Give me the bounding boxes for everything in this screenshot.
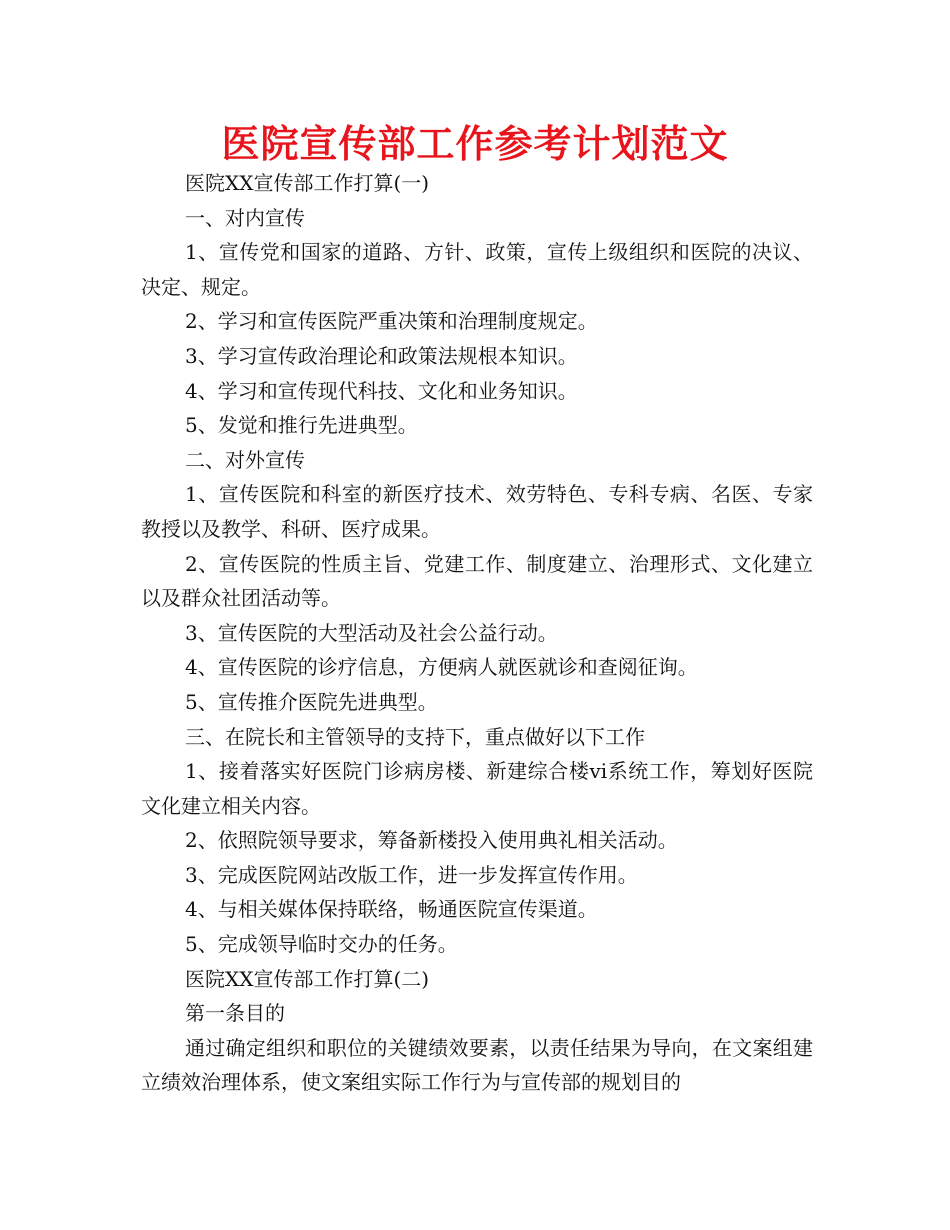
list-item: 5、发觉和推行先进典型。 — [185, 413, 418, 438]
list-item: 3、宣传医院的大型活动及社会公益行动。 — [185, 620, 558, 645]
list-item: 4、宣传医院的诊疗信息，方便病人就医就诊和查阅征询。 — [185, 655, 698, 680]
section-heading-internal: 一、对内宣传 — [185, 205, 305, 230]
list-item: 2、学习和宣传医院严重决策和治理制度规定。 — [185, 309, 598, 334]
list-item: 2、宣传医院的性质主旨、党建工作、制度建立、治理形式、文化建立以及群众社团活动等。 — [141, 551, 813, 611]
list-item: 1、接着落实好医院门诊病房楼、新建综合楼vi系统工作，筹划好医院文化建立相关内容。 — [141, 759, 813, 818]
heading-plan-two: 医院XX宣传部工作打算(二) — [185, 966, 430, 991]
document-body — [141, 166, 813, 1100]
section-heading-key-work: 三、在院长和主管领导的支持下，重点做好以下工作 — [185, 724, 645, 749]
section-heading-external: 二、对外宣传 — [185, 447, 305, 472]
list-item: 1、宣传党和国家的道路、方针、政策，宣传上级组织和医院的决议、决定、规定。 — [141, 240, 813, 299]
list-item: 3、完成医院网站改版工作，进一步发挥宣传作用。 — [185, 862, 638, 887]
list-item: 5、完成领导临时交办的任务。 — [185, 932, 458, 957]
document-title: 医院宣传部工作参考计划范文 — [221, 122, 729, 166]
article-heading: 第一条目的 — [185, 1001, 285, 1026]
list-item: 4、学习和宣传现代科技、文化和业务知识。 — [185, 378, 578, 403]
body-paragraph: 通过确定组织和职位的关键绩效要素，以责任结果为导向，在文案组建立绩效治理体系，使文案组实际工作行为与宣传部的规划目的 — [141, 1035, 813, 1095]
list-item: 5、宣传推介医院先进典型。 — [185, 689, 438, 714]
heading-plan-one: 医院XX宣传部工作打算(一) — [185, 171, 430, 195]
list-item: 1、宣传医院和科室的新医疗技术、效劳特色、专科专病、名医、专家教授以及教学、科研、医疗成果。 — [141, 482, 813, 541]
list-item: 4、与相关媒体保持联络，畅通医院宣传渠道。 — [185, 897, 598, 922]
list-item: 3、学习宣传政治理论和政策法规根本知识。 — [185, 343, 578, 368]
list-item: 2、依照院领导要求，筹备新楼投入使用典礼相关活动。 — [185, 828, 678, 853]
